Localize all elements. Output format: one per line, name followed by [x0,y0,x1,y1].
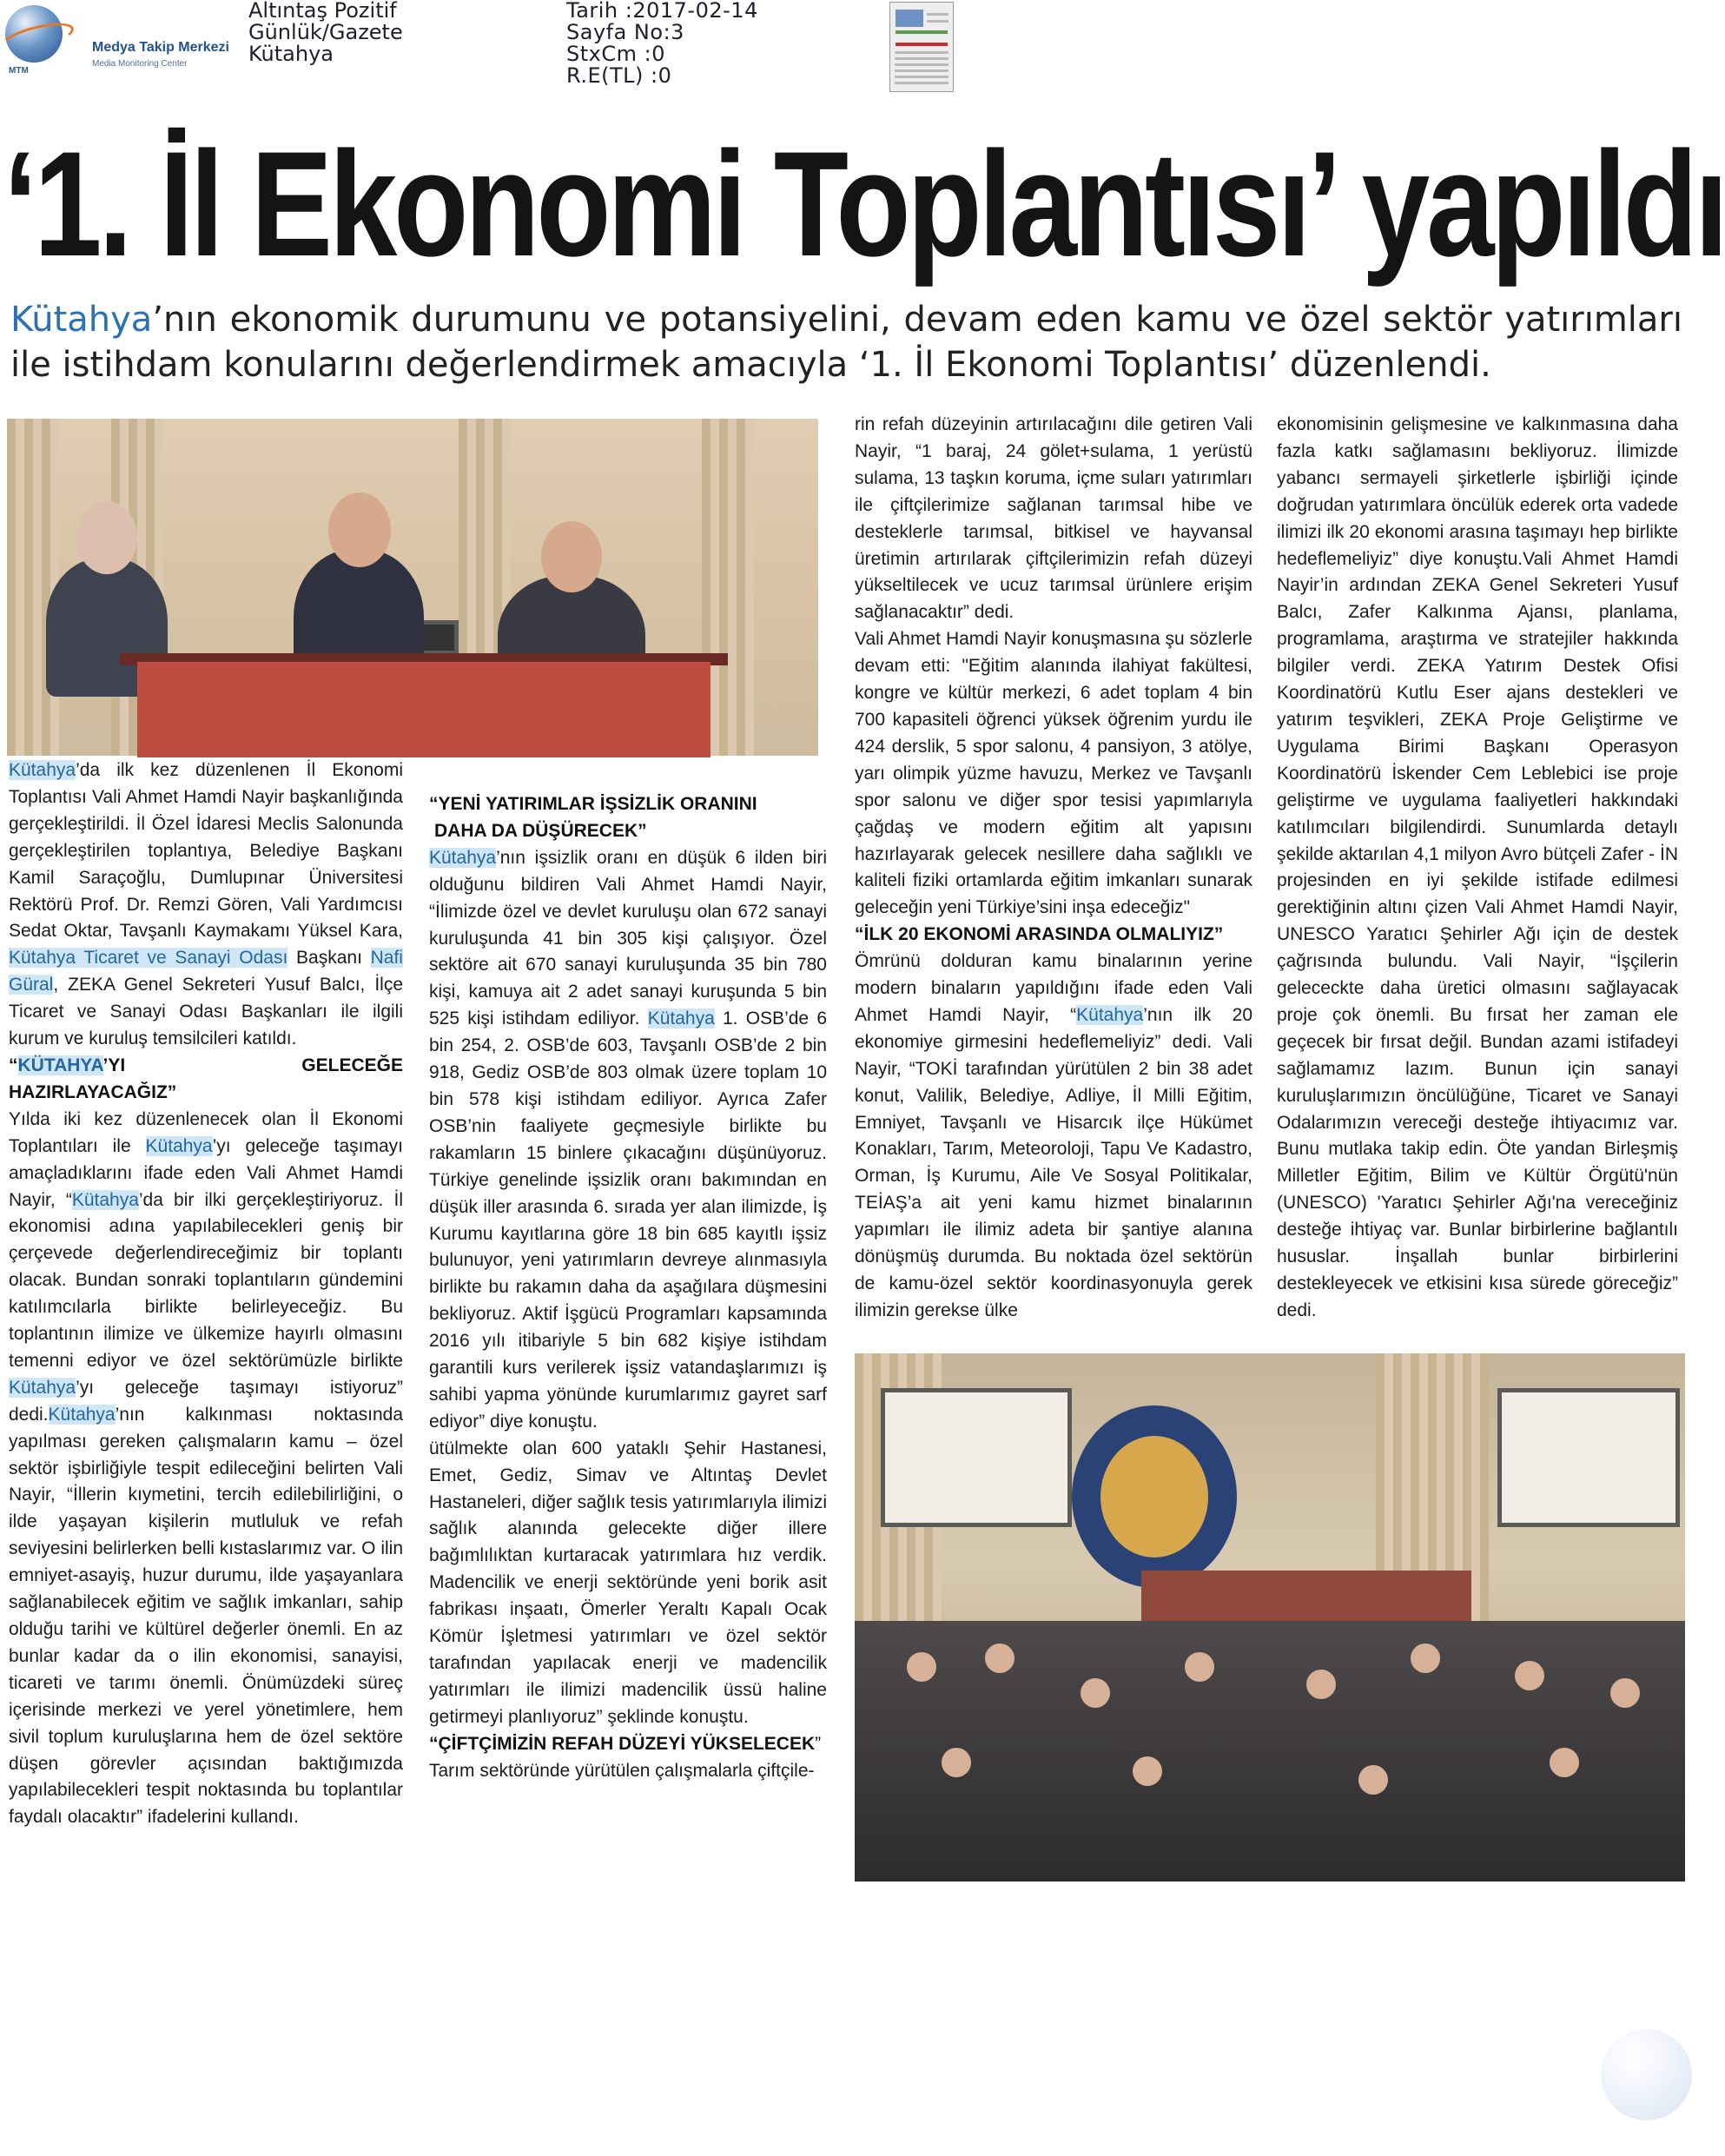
heading-text: “ÇİFTÇİMİZİN REFAH DÜZEYİ YÜKSELECEK [429,1733,816,1754]
text-span: ’nın ilk 20 ekonomiye girmesini hedeflemeliyiz” dedi. Vali Nayir, “TOKİ tarafından yürütülen 2 bin 38 adet konut, Valilik, Belediye, Adliye, İl Milli Eğitim, Emniyet, Tavşanlı ve Hisarcık ilçe Hükümet Konakları, Tarım, Meteoroloji, Tapu Ve Kadastro, Orman, İş Kurumu, Aile Ve Sosyal Politikalar, TEİAŞ’a ait yeni kamu hizmet binalarının yapımları ile ilimiz adeta bir şantiye alanına dönüşmüş durumda. Bu noktada özel sektörün de kamu-özel sektör koordinasyonuyla gerek ilimizin gerekse ülke [855,1004,1252,1320]
heading-line: DAHA DA DÜŞÜRECEK” [434,820,647,841]
keyword-highlight: KÜTAHYA [17,1055,103,1075]
heading-text: ” [815,1733,822,1754]
section-heading-top20: “İLK 20 EKONOMİ ARASINDA OLMALIYIZ” [855,924,1224,945]
clipping-fields [566,0,758,87]
heading-line: “YENİ YATIRIMLAR İŞSİZLİK ORANINI [429,794,757,814]
logo-title: Medya Takip Merkezi [92,40,229,55]
column-cm-field: StxCm :0 [566,42,665,66]
article-headline: ‘1. İl Ekonomi Toplantısı’ yapıldı [3,121,1725,288]
section-heading-unemployment [429,791,827,845]
col3-agriculture-paragraph: rin refah düzeyinin artırılacağını dile getiren Vali Nayir, “1 baraj, 24 gölet+sulama, 1 yerüstü sulama, 13 taşkın koruma, içme suları yatırımları ile çiftçilerimize sağlanan tarımsal hibe ve desteklerle tarımsal, bitkisel ve hayvansal üretimin artırılarak çiftçilerimizin refah düzeyi yükseltilecek ve ucuz tarımsal ürünlere erişim sağlanacaktır” dedi. [855,414,1252,623]
text-span: Ömrünü dolduran kamu binalarının yerine modern binaların yapıldığını ifade eden Vali Ahmet Hamdi Nayir, “ [855,951,1252,1025]
article-column-1 [9,757,403,1831]
keyword-highlight: Kütahya [9,760,76,780]
ad-value-field: R.E(TL) :0 [566,63,672,88]
section-heading-future: “KÜTAHYA’YI GELECEĞE HAZIRLAYACAĞIZ” [9,1055,403,1102]
meeting-hall-photo [855,1353,1685,1882]
col4-body-paragraph: ekonomisinin gelişmesine ve kalkınmasına daha fazla katkı sağlamasını bekliyoruz. İlimizde yabancı sermayeli şirketlerle işbirliği içinde doğrudan yatırımlara öncülük ederek orta vadede ilimizi ilk 20 ekonomi arasına taşımayı hep birlikte hedeflemeliyiz” diye konuştu.Vali Ahmet Hamdi Nayir’in ardından ZEKA Genel Sekreteri Yusuf Balcı, Zafer Kalkınma Ajansı, planlama, programlama, araştırma ve stratejiler hakkında bilgiler verdi. ZEKA Yatırım Destek Ofisi Koordinatörü Kutlu Eser ajans destekleri ve yatırım teşvikleri, ZEKA Proje Geliştirme ve Uygulama Birimi Başkanı Operasyon Koordinatörü İskender Cem Leblebici ise proje geliştirme ve uygulama faaliyetleri hakkındaki katılımcıları bilgilendirdi. Sunumlarda detaylı şekilde aktarılan 4,1 milyon Avro bütçeli Zafer - İN projesinden en iyi şekilde istifade edilmesi gerektiğinin altını çizen Vali Ahmet Hamdi Nayir, UNESCO Yaratıcı Şehirler Ağı için de destek çağrısında bulundu. Vali Nayir, “İşçilerin gelececkte daha üretici olmasını sağlayacak proje çok önemli. Bu fırsat her zaman ele geçecek bir fırsat değil. Bundan azami istifadeyi sağlamamız lazım. Bunun için sanayi kuruluşlarımızın öncülüğüne, Ticaret ve Sanayi Odalarımızın vereceği desteğe ihtiyacımız var. Bunu mutlaka takip edin. Öte yandan Birleşmiş Milletler Eğitim, Bilim ve Kültür Örgütü'nün (UNESCO) 'Yaratıcı Şehirler Ağı'na vereceğiniz desteğe ihtiyaç var. Bunlar birbirlerine bağlantılı hususlar. İnşallah bunlar birbirlerini destekleyecek ve etkisini kısa sürede göreceğiz” dedi. [1277,414,1678,1320]
text-span: ’da ilk kez düzenlenen İl Ekonomi Toplantısı Vali Ahmet Hamdi Nayir başkanlığında gerçekleştirildi. İl Özel İdaresi Meclis Salonunda gerçekleştirilen toplantıya, Belediye Başkanı Kamil Saraçoğlu, Dumlupınar Üniversitesi Rektörü Prof. Dr. Remzi Gören, Vali Yardımcısı Sedat Oktar, Tavşanlı Kaymakamı Yüksel Kara, [9,760,403,942]
keyword-highlight: Nafi Güral [9,948,403,995]
article-lead [10,297,1682,387]
keyword-highlight: Kütahya [9,1377,76,1398]
text-span: ’nın işsizlik oranı en düşük 6 ilden biri olduğunu bildiren Vali Ahmet Hamdi Nayir, “İlimizde özel ve devlet kuruluşu olan 672 sanayi kuruluşunda 41 bin 305 kişi çalışıyor. Özel sektöre ait 670 sanayi kuruluşunda 35 bin 780 kişi, kamuya ait 2 adet sanayi kuruşunda 5 bin 525 kişi istihdam ediliyor. [429,847,827,1029]
keyword-highlight: Kütahya [647,1009,715,1029]
media-monitoring-logo [5,5,248,76]
col2-health-paragraph: ütülmekte olan 600 yataklı Şehir Hastanesi, Emet, Gediz, Simav ve Altıntaş Devlet Hastaneleri, diğer sağlık tesis yatırımlarıyla ilimizi sağlık alanında gelecekte diğer illere bağımlılıktan kurtaracak yatırımlara hız verdik. Madencilik ve enerji sektöründe yeni borik asit fabrikası inşaatı, Ömerler Yeraltı Kapalı Ocak Kömür İşletmesi yatırımları ve özel sektör tarafından yapılacak enerji ve madencilik yatırımları ile ilimizi madencilik üssü haline getirmeyi planlıyoruz” şeklinde konuştu. [429,1438,827,1727]
source-city: Kütahya [248,42,334,66]
keyword-highlight: Kütahya [429,847,497,868]
text-span: ’yı geleceğe taşımayı amaçladıklarını ifade eden Vali Ahmet Hamdi Nayir, “ [9,1135,404,1210]
text-span: ’YI GELECEĞE HAZIRLAYACAĞIZ [9,1055,403,1102]
article-column-3 [855,412,1252,1325]
keyword-highlight: Kütahya Ticaret ve Sanayi Odası [9,948,288,969]
lead-text: ’nın ekonomik durumunu ve potansiyelini, devam eden kamu ve özel sektör yatırımları ile istihdam konularını değerlendirmek amacıyla ‘1. İl Ekonomi Toplantısı’ düzenlendi. [10,300,1682,385]
keyword-highlight: Kütahya [145,1135,213,1156]
logo-abbreviation: MTM [9,66,29,76]
text-span: Yılda iki kez düzenlenecek olan İl Ekonomi Toplantıları ile [9,1108,403,1156]
watermark-globe-icon [1601,2029,1692,2120]
col3-education-paragraph: Vali Ahmet Hamdi Nayir konuşmasına şu sözlerle devam etti: "Eğitim alanında ilahiyat fakültesi, kongre ve kültür merkezi, 6 adet toplam 4 bin 700 kapasiteli öğrenci yüksek öğrenim yurdu ile 424 derslik, 5 spor salonu, 4 pansiyon, 3 atölye, yarı olimpik yüzme havuzu, Merkez ve Tavşanlı spor salonu ve diğer spor tesisi yapımlarıyla çağdaş ve modern eğitim alt yapısını hazırlayarak gelecek nesillere daha sağlıklı ve kaliteli fiziki ortamlarda eğitim imkanları sunarak geleceğin yeni Türkiye’sini inşa edeceğiz" [855,629,1252,918]
keyword-highlight: Kütahya [71,1189,139,1210]
date-field: Tarih :2017-02-14 [566,0,758,23]
lead-keyword-highlight: Kütahya [10,300,153,340]
col3-buildings-paragraph [855,949,1252,1325]
clipping-header [0,0,1696,96]
col2-agriculture-paragraph: Tarım sektöründe yürütülen çalışmalarla çiftçile- [429,1760,815,1781]
col1-intro-paragraph [9,757,403,1053]
logo-subtitle: Media Monitoring Center [92,59,188,69]
text-span: , ZEKA Genel Sekreteri Yusuf Balcı, İlçe Ticaret ve Sanayi Odası Başkanları ile ilgili kurum ve kuruluş temsilcileri katıldı. [9,975,403,1049]
keyword-highlight: Kütahya [48,1404,116,1425]
panel-speakers-photo [7,419,818,756]
article-column-4 [1277,412,1678,1325]
page-thumbnail[interactable] [889,2,954,92]
col1-body-paragraph [9,1107,403,1831]
page-number-field: Sayfa No:3 [566,20,684,44]
text-span: 1. OSB’de 6 bin 254, 2. OSB’de 603, Tavşanlı OSB’de 2 bin 918, Gediz OSB’de 803 olmak üzere toplam 10 bin 578 kişi istihdam ediliyor. Ayrıca Zafer OSB’nin faaliyete geçmesiyle birlikte bu rakamların 15 binlere çıkacağını düşünüyoruz. Türkiye genelinde işsizlik oranı bakımından en düşük iller arasında 6. sırada yer alan ilimizde, İş Kurumu kayıtlarına göre 18 bin 685 kayıtlı işsiz bulunuyor, yeni yatırımların devreye alınmasıyla birlikte bu rakamın daha da aşağılara düşmesini bekliyoruz. Aktif İşgücü Programları kapsamında 2016 yılı itibariyle 5 bin 682 kişiye istihdam garantili kurs verilerek işsiz vatandaşlarımızı iş sahibi yapma yönünde kurumlarımız gayret sarf ediyor” diye konuştu. [429,1009,827,1432]
text-span: Başkanı [288,948,371,969]
section-heading-farmers [429,1731,827,1758]
source-info [248,0,403,65]
source-name: Altıntaş Pozitif [248,0,397,23]
col2-body-paragraph [429,845,827,1436]
text-span: ’nın kalkınması noktasında yapılması gereken çalışmaların kamu – özel sektör işbirliğiyle tespit edileceğini belirten Vali Nayir, “İllerin kıymetini, tercih edilebilirliğini, o ilde yaşayan kişilerin mutluluk ve refah seviyesini belirlerken belli kıstaslarımız var. O ilin emniyet-asayiş, huzur durumu, ilde yaşayanlara sağlanabilecek eğitim ve sağlık imkanları, sahip olduğu tarihi ve kültürel değerler önemli. En az bunlar kadar da o ilin ekonomisi, sanayisi, ticareti ve tarımı önemli. Önümüzdeki süreç içerisinde merkezi ve yerel yönetimlere, hem sivil toplum kuruluşlarına hem de özel sektöre düşen görevler açısından baktığımızda yapılabilecekleri tespit noktasında bu toplantılar faydalı olacaktır” ifadelerini kullandı. [9,1404,403,1828]
keyword-highlight: Kütahya [1076,1004,1144,1025]
text-span: ’yı geleceğe taşımayı istiyoruz” dedi. [9,1377,403,1425]
text-span: ’da bir ilki gerçekleştiriyoruz. İl ekonomisi adına yapılabilecekleri geniş bir çerçevede değerlendireceğimiz bir toplantı olacak. Bundan sonraki toplantıların gündemini katılımcılarla birlikte belirleyeceğiz. Bu toplantının ilimize ve ülkemize hayırlı olmasını temenni ediyor ve özel sektörümüzle birlikte [9,1189,403,1371]
source-type: Günlük/Gazete [248,20,403,44]
article-column-2 [429,791,827,1785]
